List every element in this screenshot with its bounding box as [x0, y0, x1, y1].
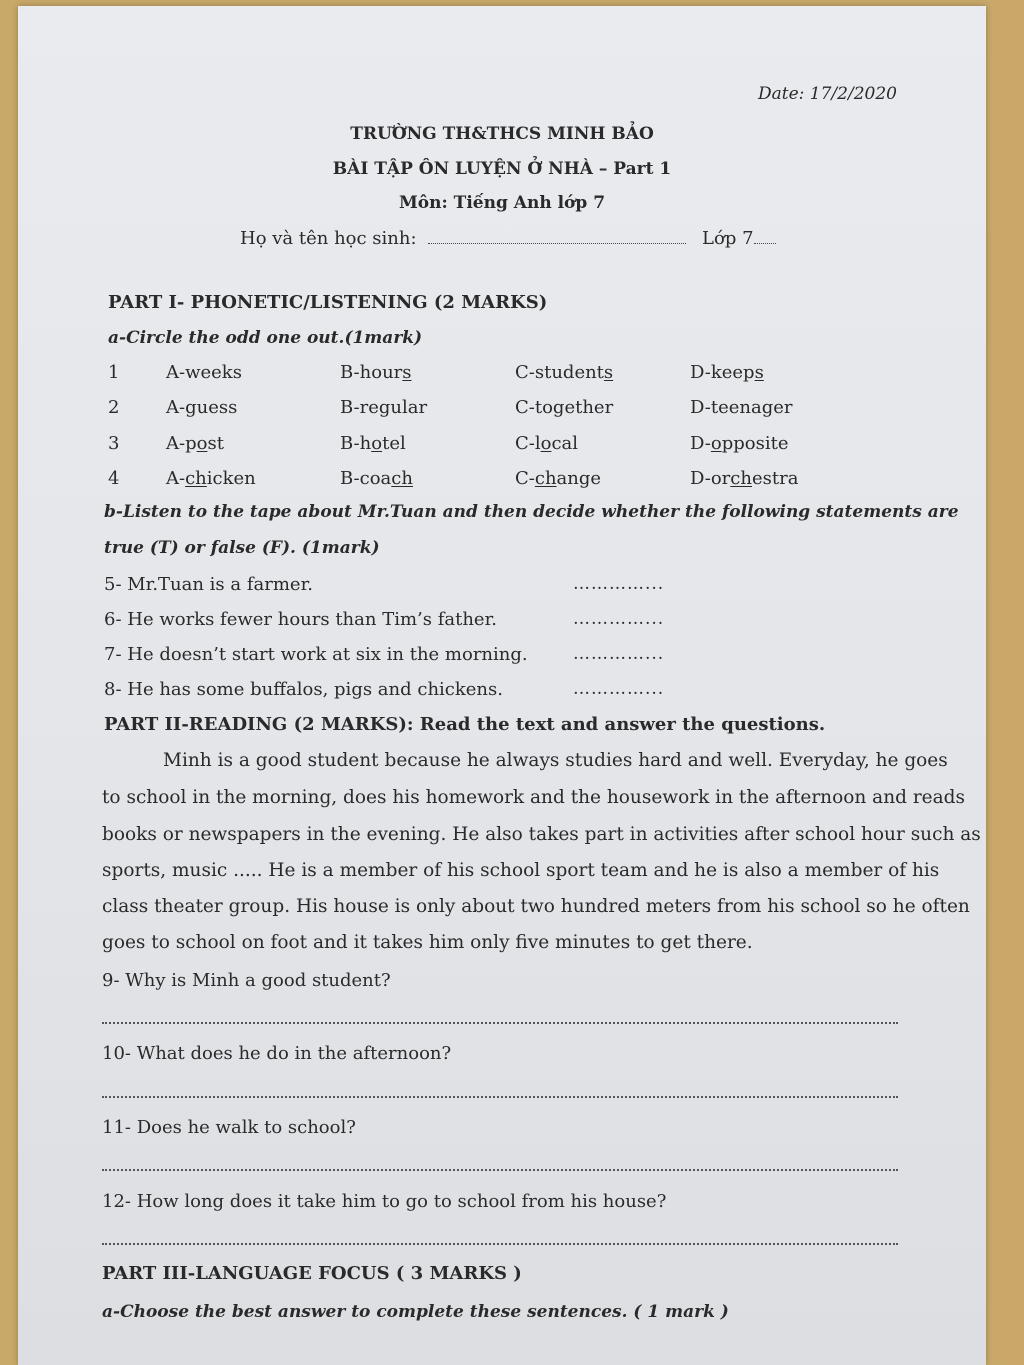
option-c[interactable]	[515, 433, 578, 454]
option-d[interactable]	[690, 397, 793, 418]
answer-line-9[interactable]	[102, 1022, 898, 1024]
option-text: A-guess	[166, 397, 238, 418]
question-9: 9- Why is Minh a good student?	[102, 970, 391, 991]
answer-line-11[interactable]	[102, 1169, 898, 1171]
underlined-sound: s	[754, 362, 764, 383]
answer-line-12[interactable]	[102, 1243, 898, 1245]
row-number: 3	[108, 433, 120, 454]
option-text: D-keep	[690, 362, 755, 383]
option-text: D-	[690, 433, 711, 454]
underlined-sound: ch	[534, 468, 557, 489]
option-text: C-	[515, 468, 535, 489]
part3-heading: PART III-LANGUAGE FOCUS ( 3 MARKS )	[102, 1263, 522, 1284]
underlined-sound: o	[540, 433, 552, 454]
option-text: B-coa	[340, 468, 392, 489]
part3-a-instruction: a-Choose the best answer to complete these sentences. ( 1 mark )	[102, 1302, 729, 1322]
option-a[interactable]	[166, 362, 242, 383]
option-d[interactable]	[690, 362, 764, 383]
option-text: B-hour	[340, 362, 403, 383]
worksheet-title: BÀI TẬP ÔN LUYỆN Ở NHÀ – Part 1	[332, 159, 672, 179]
statement-6: 6- He works fewer hours than Tim’s father.	[104, 609, 497, 630]
option-text: B-h	[340, 433, 372, 454]
option-c[interactable]	[515, 468, 601, 489]
option-text: D-or	[690, 468, 731, 489]
row-number: 2	[108, 397, 120, 418]
underlined-sound: s	[603, 362, 614, 383]
part1-b-instruction-line1: b-Listen to the tape about Mr.Tuan and then decide whether the following statements are	[104, 502, 959, 522]
student-name-line	[240, 228, 776, 249]
option-text: ange	[556, 468, 602, 489]
question-12: 12- How long does it take him to go to school from his house?	[102, 1191, 667, 1212]
option-b[interactable]	[340, 433, 406, 454]
option-d[interactable]	[690, 468, 798, 489]
odd-one-out-table	[18, 362, 986, 502]
underlined-sound: s	[402, 362, 412, 383]
question-10: 10- What does he do in the afternoon?	[102, 1043, 452, 1064]
option-text: ks	[221, 362, 242, 383]
reading-line-5: class theater group. His house is only about two hundred meters from his school so he often	[102, 896, 970, 917]
student-name-label: Họ và tên học sinh:	[240, 228, 417, 249]
reading-line-1: Minh is a good student because he always studies hard and well. Everyday, he goes	[163, 750, 948, 771]
statement-5: 5- Mr.Tuan is a farmer.	[104, 574, 313, 595]
reading-line-4: sports, music ..... He is a member of his school sport team and he is also a member of his	[102, 860, 940, 881]
option-b[interactable]	[340, 397, 427, 418]
subject-line: Môn: Tiếng Anh lớp 7	[398, 193, 606, 213]
school-name: TRƯỜNG TH&THCS MINH BẢO	[350, 124, 654, 144]
option-a[interactable]	[166, 468, 256, 489]
question-11: 11- Does he walk to school?	[102, 1117, 356, 1138]
option-a[interactable]	[166, 397, 237, 418]
option-text: A-	[166, 468, 186, 489]
reading-line-3: books or newspapers in the evening. He also takes part in activities after school hour such as	[102, 824, 981, 845]
answer-line-10[interactable]	[102, 1096, 898, 1098]
part1-a-instruction: a-Circle the odd one out.(1mark)	[108, 328, 423, 348]
underlined-sound: o	[371, 433, 383, 454]
row-number: 4	[108, 468, 120, 489]
part1-heading: PART I- PHONETIC/LISTENING (2 MARKS)	[108, 292, 548, 313]
option-text: A-p	[166, 433, 197, 454]
date: Date: 17/2/2020	[758, 84, 897, 104]
option-text: tel	[382, 433, 406, 454]
option-c[interactable]	[515, 362, 613, 383]
option-b[interactable]	[340, 362, 412, 383]
statement-6-answer[interactable]: …………...	[573, 609, 665, 629]
option-text: cal	[551, 433, 579, 454]
option-a[interactable]	[166, 433, 224, 454]
worksheet-page	[18, 6, 986, 1365]
student-name-field[interactable]	[428, 229, 686, 244]
option-text: C-l	[515, 433, 541, 454]
option-d[interactable]	[690, 433, 788, 454]
class-field[interactable]	[754, 229, 776, 244]
option-text: C-student	[515, 362, 604, 383]
option-text: icken	[206, 468, 256, 489]
statement-8: 8- He has some buffalos, pigs and chickens.	[104, 679, 503, 700]
statement-5-answer[interactable]: …………...	[573, 574, 665, 594]
option-b[interactable]	[340, 468, 413, 489]
class-label: Lớp 7	[702, 228, 754, 249]
option-text: D-teenager	[690, 397, 793, 418]
statement-7: 7- He doesn’t start work at six in the morning.	[104, 644, 528, 665]
option-c[interactable]	[515, 397, 613, 418]
statement-7-answer[interactable]: …………...	[573, 644, 665, 664]
row-number: 1	[108, 362, 120, 383]
option-text: st	[207, 433, 224, 454]
option-text: B-regular	[340, 397, 428, 418]
reading-line-6: goes to school on foot and it takes him only five minutes to get there.	[102, 932, 753, 953]
option-text: estra	[751, 468, 799, 489]
part2-heading: PART II-READING (2 MARKS): Read the text and answer the questions.	[104, 714, 826, 735]
underlined-sound: o	[710, 433, 722, 454]
underlined-sound: ch	[730, 468, 752, 489]
part1-b-instruction-line2: true (T) or false (F). (1mark)	[104, 538, 380, 558]
underlined-sound: o	[196, 433, 208, 454]
option-text: pposite	[721, 433, 789, 454]
underlined-sound: ch	[185, 468, 207, 489]
option-text: C-together	[515, 397, 614, 418]
underlined-sound: ch	[391, 468, 413, 489]
reading-line-2: to school in the morning, does his homework and the housework in the afternoon and reads	[102, 787, 965, 808]
option-text: A-wee	[166, 362, 222, 383]
statement-8-answer[interactable]: …………...	[573, 679, 665, 699]
